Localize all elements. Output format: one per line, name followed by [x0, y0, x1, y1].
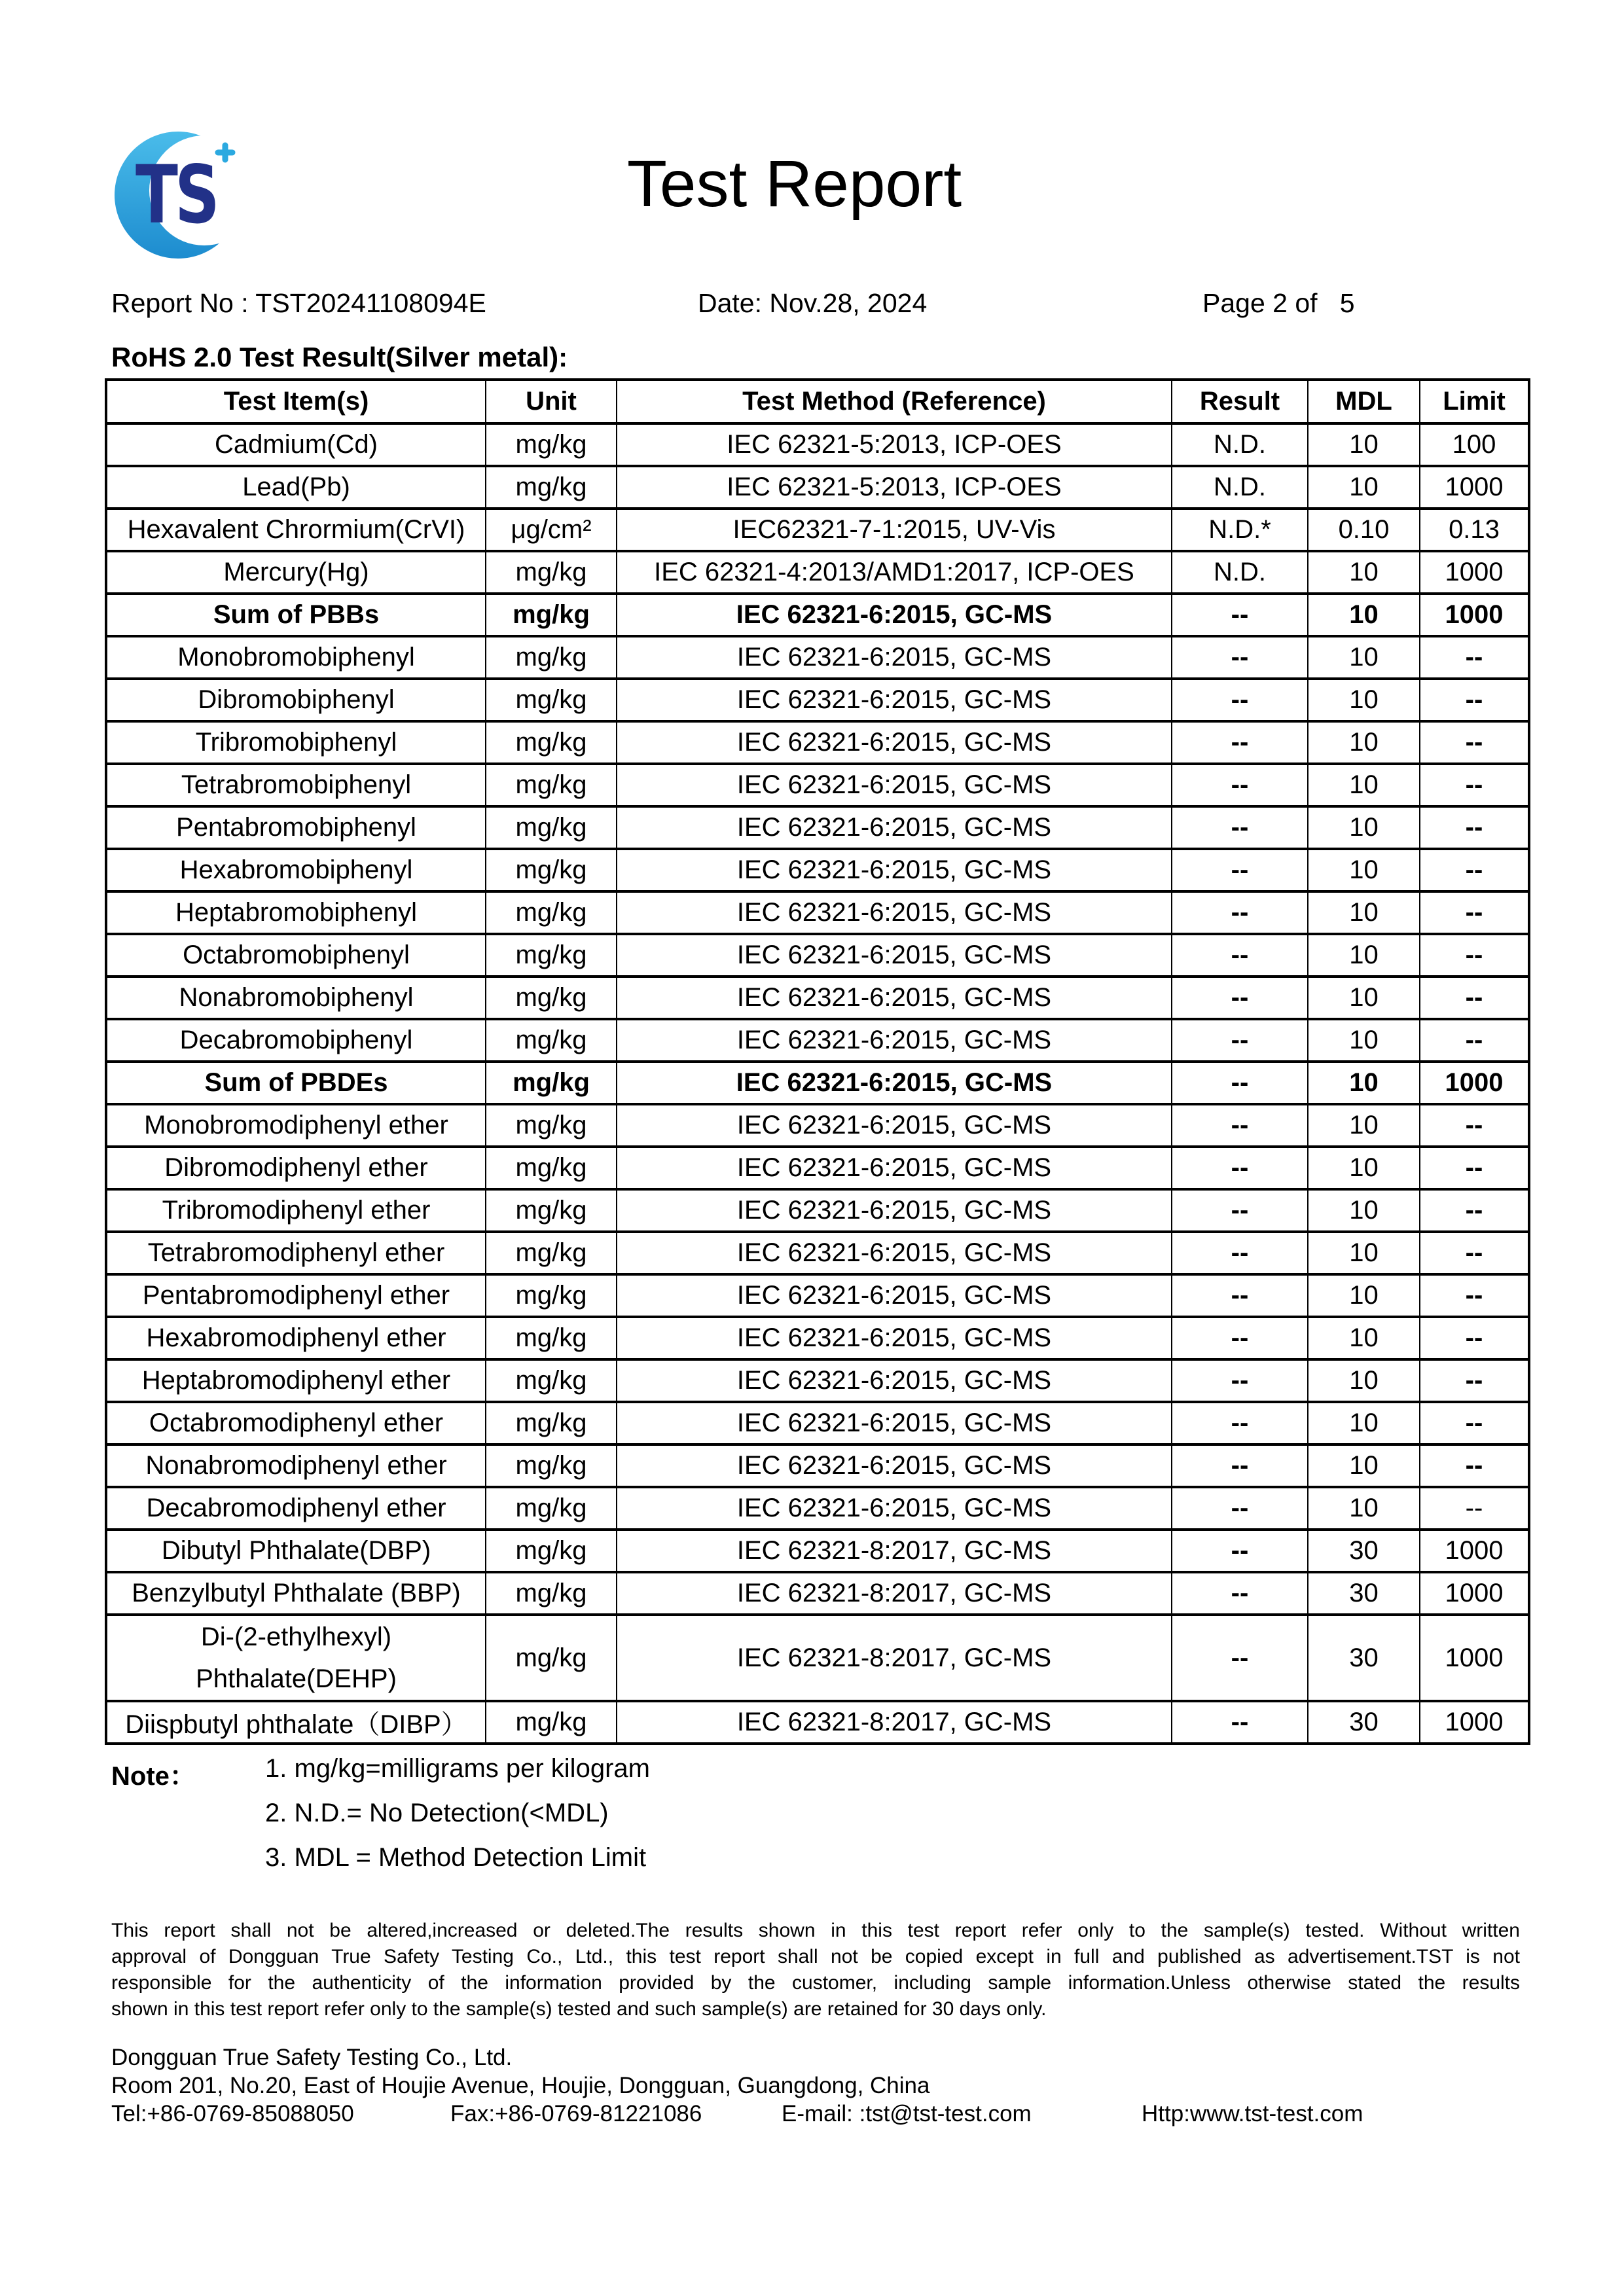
cell-unit: mg/kg — [486, 679, 617, 721]
table-row — [106, 1019, 1529, 1062]
column-header-result: Result — [1172, 380, 1308, 423]
cell-item: Pentabromodiphenyl ether — [106, 1274, 486, 1317]
cell-method: IEC 62321-6:2015, GC-MS — [617, 594, 1172, 636]
cell-mdl: 30 — [1308, 1615, 1420, 1701]
disclaimer-line: approval of Dongguan True Safety Testing Co., Ltd., this test report shall not be copied except in full and published as advertisement.TST is not — [111, 1946, 1520, 1967]
cell-limit: 1000 — [1420, 1701, 1529, 1744]
table-row — [106, 721, 1529, 764]
cell-item: Hexabromobiphenyl — [106, 849, 486, 891]
cell-mdl: 10 — [1308, 764, 1420, 806]
cell-method: IEC 62321-6:2015, GC-MS — [617, 1359, 1172, 1402]
cell-item — [106, 1615, 486, 1701]
table-row — [106, 1572, 1529, 1615]
disclaimer-line: shown in this test report refer only to the sample(s) tested and such sample(s) are retained for 30 days only. — [111, 1998, 1047, 2020]
cell-item: Decabromodiphenyl ether — [106, 1487, 486, 1530]
cell-mdl: 10 — [1308, 1147, 1420, 1189]
table-row — [106, 1147, 1529, 1189]
cell-unit: mg/kg — [486, 934, 617, 977]
cell-mdl: 30 — [1308, 1530, 1420, 1572]
cell-result: -- — [1172, 1232, 1308, 1274]
cell-mdl: 10 — [1308, 721, 1420, 764]
cell-item: Mercury(Hg) — [106, 551, 486, 594]
cell-item: Tetrabromodiphenyl ether — [106, 1232, 486, 1274]
cell-method: IEC 62321-6:2015, GC-MS — [617, 636, 1172, 679]
table-row — [106, 1189, 1529, 1232]
cell-item: Nonabromodiphenyl ether — [106, 1444, 486, 1487]
cell-limit: 1000 — [1420, 1572, 1529, 1615]
cell-item: Octabromobiphenyl — [106, 934, 486, 977]
cell-item: Heptabromodiphenyl ether — [106, 1359, 486, 1402]
cell-limit: 1000 — [1420, 594, 1529, 636]
cell-limit: -- — [1420, 679, 1529, 721]
cell-item: Tribromobiphenyl — [106, 721, 486, 764]
cell-result: -- — [1172, 1274, 1308, 1317]
cell-mdl: 10 — [1308, 1019, 1420, 1062]
cell-unit: mg/kg — [486, 1104, 617, 1147]
cell-result: -- — [1172, 1019, 1308, 1062]
cell-result: N.D.* — [1172, 509, 1308, 551]
cell-item: Hexavalent Chrormium(CrVI) — [106, 509, 486, 551]
cell-limit: -- — [1420, 721, 1529, 764]
cell-item: Monobromodiphenyl ether — [106, 1104, 486, 1147]
cell-mdl: 10 — [1308, 1317, 1420, 1359]
cell-method: IEC 62321-6:2015, GC-MS — [617, 934, 1172, 977]
cell-mdl: 10 — [1308, 849, 1420, 891]
cell-result: -- — [1172, 1444, 1308, 1487]
cell-limit: -- — [1420, 1147, 1529, 1189]
table-row — [106, 1444, 1529, 1487]
cell-unit: mg/kg — [486, 721, 617, 764]
cell-mdl: 10 — [1308, 1189, 1420, 1232]
note-items — [265, 1755, 650, 1889]
table-row — [106, 551, 1529, 594]
cell-limit: -- — [1420, 1104, 1529, 1147]
table-row — [106, 1232, 1529, 1274]
column-header-test-items: Test Item(s) — [106, 380, 486, 423]
cell-limit: 1000 — [1420, 1062, 1529, 1104]
cell-item: Dibutyl Phthalate(DBP) — [106, 1530, 486, 1572]
cell-method: IEC 62321-6:2015, GC-MS — [617, 1104, 1172, 1147]
cell-limit: -- — [1420, 1189, 1529, 1232]
column-header-test-method: Test Method (Reference) — [617, 380, 1172, 423]
cell-mdl: 0.10 — [1308, 509, 1420, 551]
column-header-unit: Unit — [486, 380, 617, 423]
cell-unit: mg/kg — [486, 891, 617, 934]
cell-item: Octabromodiphenyl ether — [106, 1402, 486, 1444]
cell-unit: mg/kg — [486, 1701, 617, 1744]
cell-result: -- — [1172, 1615, 1308, 1701]
cell-result: -- — [1172, 1189, 1308, 1232]
cell-method: IEC62321-7-1:2015, UV-Vis — [617, 509, 1172, 551]
cell-limit: -- — [1420, 1274, 1529, 1317]
cell-mdl: 10 — [1308, 466, 1420, 509]
cell-limit: -- — [1420, 849, 1529, 891]
cell-mdl: 10 — [1308, 1232, 1420, 1274]
table-row — [106, 423, 1529, 466]
cell-limit: -- — [1420, 1444, 1529, 1487]
cell-method: IEC 62321-6:2015, GC-MS — [617, 849, 1172, 891]
column-header-mdl: MDL — [1308, 380, 1420, 423]
cell-unit: mg/kg — [486, 1232, 617, 1274]
results-table — [105, 378, 1530, 1745]
table-row — [106, 1402, 1529, 1444]
report-date: Date: Nov.28, 2024 — [698, 288, 928, 318]
cell-limit: -- — [1420, 764, 1529, 806]
note-item: 3. MDL = Method Detection Limit — [265, 1843, 647, 1872]
cell-item: Heptabromobiphenyl — [106, 891, 486, 934]
cell-method: IEC 62321-6:2015, GC-MS — [617, 764, 1172, 806]
cell-unit: mg/kg — [486, 1530, 617, 1572]
cell-result: -- — [1172, 1487, 1308, 1530]
table-row — [106, 934, 1529, 977]
cell-method: IEC 62321-6:2015, GC-MS — [617, 721, 1172, 764]
cell-method: IEC 62321-6:2015, GC-MS — [617, 977, 1172, 1019]
table-row — [106, 679, 1529, 721]
cell-limit: -- — [1420, 1402, 1529, 1444]
cell-result: -- — [1172, 1062, 1308, 1104]
footer-contacts — [111, 2100, 1520, 2128]
cell-item-line: Di-(2-ethylhexyl) — [200, 1623, 392, 1651]
cell-limit: 1000 — [1420, 1530, 1529, 1572]
cell-unit: mg/kg — [486, 806, 617, 849]
cell-result: -- — [1172, 977, 1308, 1019]
cell-unit: mg/kg — [486, 423, 617, 466]
cell-mdl: 10 — [1308, 891, 1420, 934]
cell-unit: mg/kg — [486, 1615, 617, 1701]
cell-result: N.D. — [1172, 423, 1308, 466]
cell-method: IEC 62321-6:2015, GC-MS — [617, 1147, 1172, 1189]
footer — [111, 2043, 1520, 2128]
cell-limit: -- — [1420, 1487, 1529, 1530]
cell-limit: -- — [1420, 977, 1529, 1019]
cell-limit: -- — [1420, 1019, 1529, 1062]
cell-unit: mg/kg — [486, 551, 617, 594]
cell-result: -- — [1172, 1359, 1308, 1402]
cell-mdl: 10 — [1308, 934, 1420, 977]
table-row — [106, 1317, 1529, 1359]
cell-item: Dibromodiphenyl ether — [106, 1147, 486, 1189]
cell-mdl: 10 — [1308, 806, 1420, 849]
table-row — [106, 764, 1529, 806]
section-heading: RoHS 2.0 Test Result(Silver metal): — [111, 342, 568, 372]
cell-result: -- — [1172, 849, 1308, 891]
report-number: Report No : TST20241108094E — [111, 288, 486, 318]
cell-method: IEC 62321-6:2015, GC-MS — [617, 806, 1172, 849]
cell-mdl: 10 — [1308, 594, 1420, 636]
table-row — [106, 1359, 1529, 1402]
disclaimer-line: responsible for the authenticity of the information provided by the customer, including sample information.Unless otherwise stated the results — [111, 1972, 1520, 1994]
table-row — [106, 1615, 1529, 1701]
cell-limit: -- — [1420, 1232, 1529, 1274]
cell-item: Dibromobiphenyl — [106, 679, 486, 721]
cell-mdl: 10 — [1308, 1402, 1420, 1444]
cell-mdl: 10 — [1308, 679, 1420, 721]
cell-unit: mg/kg — [486, 1019, 617, 1062]
cell-limit: 1000 — [1420, 551, 1529, 594]
cell-result: -- — [1172, 1402, 1308, 1444]
cell-result: -- — [1172, 1317, 1308, 1359]
footer-fax: Fax:+86-0769-81221086 — [450, 2101, 702, 2126]
table-row — [106, 1274, 1529, 1317]
cell-unit: mg/kg — [486, 849, 617, 891]
cell-mdl: 10 — [1308, 1104, 1420, 1147]
cell-item: Sum of PBDEs — [106, 1062, 486, 1104]
cell-item: Pentabromobiphenyl — [106, 806, 486, 849]
cell-mdl: 10 — [1308, 423, 1420, 466]
cell-unit: mg/kg — [486, 466, 617, 509]
page-indicator: Page 2 of 5 — [1202, 288, 1355, 318]
cell-result: -- — [1172, 594, 1308, 636]
cell-method: IEC 62321-6:2015, GC-MS — [617, 1232, 1172, 1274]
cell-result: -- — [1172, 1104, 1308, 1147]
cell-result: -- — [1172, 1701, 1308, 1744]
cell-method: IEC 62321-8:2017, GC-MS — [617, 1701, 1172, 1744]
cell-unit: mg/kg — [486, 1402, 617, 1444]
table-row — [106, 1701, 1529, 1744]
table-row — [106, 1104, 1529, 1147]
cell-unit: mg/kg — [486, 977, 617, 1019]
table-row — [106, 509, 1529, 551]
table-row — [106, 1487, 1529, 1530]
cell-limit: 0.13 — [1420, 509, 1529, 551]
cell-limit: -- — [1420, 1359, 1529, 1402]
note-item: 2. N.D.= No Detection(<MDL) — [265, 1799, 609, 1827]
column-header-limit: Limit — [1420, 380, 1529, 423]
cell-method: IEC 62321-6:2015, GC-MS — [617, 1444, 1172, 1487]
cell-item: Sum of PBBs — [106, 594, 486, 636]
table-row — [106, 594, 1529, 636]
cell-limit: -- — [1420, 1317, 1529, 1359]
cell-limit: 1000 — [1420, 1615, 1529, 1701]
table-header-row — [106, 380, 1529, 423]
table-row — [106, 806, 1529, 849]
cell-method: IEC 62321-6:2015, GC-MS — [617, 1062, 1172, 1104]
cell-unit: mg/kg — [486, 764, 617, 806]
cell-result: -- — [1172, 679, 1308, 721]
cell-method: IEC 62321-8:2017, GC-MS — [617, 1615, 1172, 1701]
disclaimer — [111, 1918, 1520, 2022]
cell-limit: 100 — [1420, 423, 1529, 466]
cell-method: IEC 62321-6:2015, GC-MS — [617, 1019, 1172, 1062]
results-table-body — [106, 423, 1529, 1744]
cell-limit: -- — [1420, 934, 1529, 977]
table-row — [106, 1530, 1529, 1572]
cell-item: Hexabromodiphenyl ether — [106, 1317, 486, 1359]
table-row — [106, 849, 1529, 891]
cell-method: IEC 62321-5:2013, ICP-OES — [617, 423, 1172, 466]
cell-unit: mg/kg — [486, 1147, 617, 1189]
cell-item: Tribromodiphenyl ether — [106, 1189, 486, 1232]
cell-method: IEC 62321-6:2015, GC-MS — [617, 1189, 1172, 1232]
cell-unit: mg/kg — [486, 636, 617, 679]
cell-mdl: 10 — [1308, 1359, 1420, 1402]
cell-method: IEC 62321-6:2015, GC-MS — [617, 891, 1172, 934]
cell-mdl: 10 — [1308, 1062, 1420, 1104]
cell-method: IEC 62321-6:2015, GC-MS — [617, 1317, 1172, 1359]
cell-item: Tetrabromobiphenyl — [106, 764, 486, 806]
cell-item: Diispbutyl phthalate（DIBP） — [106, 1701, 486, 1744]
cell-mdl: 30 — [1308, 1572, 1420, 1615]
cell-limit: 1000 — [1420, 466, 1529, 509]
cell-method: IEC 62321-5:2013, ICP-OES — [617, 466, 1172, 509]
cell-mdl: 10 — [1308, 1487, 1420, 1530]
cell-unit: mg/kg — [486, 1189, 617, 1232]
table-row — [106, 891, 1529, 934]
cell-unit: mg/kg — [486, 1062, 617, 1104]
cell-method: IEC 62321-4:2013/AMD1:2017, ICP-OES — [617, 551, 1172, 594]
table-row — [106, 1062, 1529, 1104]
cell-result: -- — [1172, 1530, 1308, 1572]
cell-item: Decabromobiphenyl — [106, 1019, 486, 1062]
logo-monogram: TS — [135, 148, 217, 242]
cell-method: IEC 62321-8:2017, GC-MS — [617, 1572, 1172, 1615]
cell-method: IEC 62321-6:2015, GC-MS — [617, 1487, 1172, 1530]
table-row — [106, 977, 1529, 1019]
cell-unit: mg/kg — [486, 1274, 617, 1317]
cell-unit: mg/kg — [486, 594, 617, 636]
cell-method: IEC 62321-6:2015, GC-MS — [617, 679, 1172, 721]
cell-result: -- — [1172, 636, 1308, 679]
page-title: Test Report — [626, 147, 962, 221]
cell-result: -- — [1172, 764, 1308, 806]
cell-item: Monobromobiphenyl — [106, 636, 486, 679]
cell-unit: mg/kg — [486, 1317, 617, 1359]
cell-mdl: 10 — [1308, 1444, 1420, 1487]
cell-item-line: Phthalate(DEHP) — [196, 1664, 397, 1693]
cell-result: -- — [1172, 721, 1308, 764]
cell-item: Lead(Pb) — [106, 466, 486, 509]
cell-item: Cadmium(Cd) — [106, 423, 486, 466]
cell-method: IEC 62321-6:2015, GC-MS — [617, 1274, 1172, 1317]
cell-unit: μg/cm² — [486, 509, 617, 551]
cell-unit: mg/kg — [486, 1444, 617, 1487]
cell-result: N.D. — [1172, 551, 1308, 594]
cell-mdl: 30 — [1308, 1701, 1420, 1744]
cell-mdl: 10 — [1308, 1274, 1420, 1317]
cell-method: IEC 62321-6:2015, GC-MS — [617, 1402, 1172, 1444]
cell-limit: -- — [1420, 806, 1529, 849]
table-row — [106, 466, 1529, 509]
footer-email: E-mail: :tst@tst-test.com — [782, 2101, 1032, 2126]
cell-result: -- — [1172, 806, 1308, 849]
cell-result: -- — [1172, 891, 1308, 934]
cell-item: Nonabromobiphenyl — [106, 977, 486, 1019]
footer-http: Http:www.tst-test.com — [1142, 2101, 1363, 2126]
cell-mdl: 10 — [1308, 977, 1420, 1019]
cell-result: N.D. — [1172, 466, 1308, 509]
table-row — [106, 636, 1529, 679]
cell-unit: mg/kg — [486, 1572, 617, 1615]
cell-result: -- — [1172, 934, 1308, 977]
cell-limit: -- — [1420, 636, 1529, 679]
cell-limit: -- — [1420, 891, 1529, 934]
disclaimer-line: This report shall not be altered,increased or deleted.The results shown in this test report refer only to the sample(s) tested. Without written — [111, 1920, 1520, 1941]
note-label: Note： — [111, 1762, 196, 1791]
footer-address: Room 201, No.20, East of Houjie Avenue, Houjie, Dongguan, Guangdong, China — [111, 2073, 930, 2098]
cell-result: -- — [1172, 1147, 1308, 1189]
cell-method: IEC 62321-8:2017, GC-MS — [617, 1530, 1172, 1572]
cell-unit: mg/kg — [486, 1487, 617, 1530]
cell-unit: mg/kg — [486, 1359, 617, 1402]
cell-item: Benzylbutyl Phthalate (BBP) — [106, 1572, 486, 1615]
footer-tel: Tel:+86-0769-85088050 — [111, 2101, 354, 2126]
note-item: 1. mg/kg=milligrams per kilogram — [265, 1754, 650, 1783]
cell-mdl: 10 — [1308, 551, 1420, 594]
cell-result: -- — [1172, 1572, 1308, 1615]
footer-company: Dongguan True Safety Testing Co., Ltd. — [111, 2045, 513, 2070]
cell-mdl: 10 — [1308, 636, 1420, 679]
